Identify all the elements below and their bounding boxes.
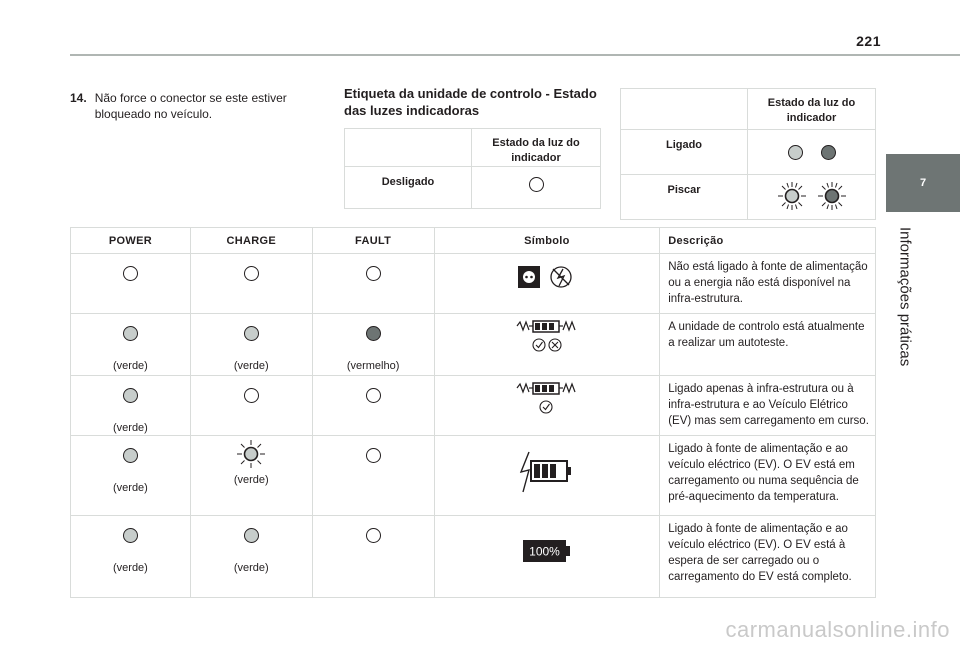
led-color-label: (vermelho) [346, 360, 400, 372]
led-blink-green-icon [777, 181, 807, 211]
led-color-label: (verde) [233, 562, 269, 574]
table-header-row [71, 228, 876, 254]
legend-state-table [620, 88, 876, 220]
table-row [71, 254, 876, 314]
led-off-icon [366, 266, 381, 281]
led-green-icon [788, 145, 803, 160]
chapter-title: Informações práticas [896, 227, 914, 367]
led-blink-red-icon [817, 181, 847, 211]
led-off-icon [244, 388, 259, 403]
header-rule [70, 54, 960, 56]
battery-level-text: 100% [529, 544, 560, 559]
row-description: Ligado à fonte de alimentação e ao veículo eléctrico (EV). O EV está em carregamento ou numa sequência de pré-aquecimento da temperatura. [660, 436, 876, 516]
chapter-tab[interactable]: 7 [886, 154, 960, 212]
status-table [70, 227, 876, 598]
legend-off-label: Desligado [345, 167, 472, 209]
note-text: Não force o conector se este estiver bloqueado no veículo. [94, 91, 287, 121]
led-color-label: (verde) [113, 360, 148, 372]
col-fault: FAULT [312, 228, 434, 254]
row-description: A unidade de controlo está atualmente a realizar um autoteste. [660, 314, 876, 376]
col-charge: CHARGE [190, 228, 312, 254]
led-color-label: (verde) [233, 360, 269, 372]
led-color-label: (verde) [113, 422, 148, 434]
self-test-icon [435, 320, 660, 354]
led-green-icon [244, 326, 259, 341]
led-green-icon [123, 326, 138, 341]
legend-state-header: Estado da luz do indicador [748, 89, 876, 130]
page-number: 221 [856, 33, 881, 49]
led-green-icon [123, 448, 138, 463]
led-off-icon [366, 528, 381, 543]
row-description: Ligado à fonte de alimentação e ao veículo eléctrico (EV). O EV está à espera de ser carregado ou o carregamento do EV está completo. [660, 516, 876, 598]
table-row [71, 376, 876, 436]
led-off-icon [366, 388, 381, 403]
led-blink-icon [748, 175, 875, 211]
led-off-icon [244, 266, 259, 281]
legend-blink-label: Piscar [621, 175, 748, 220]
row-description: Não está ligado à fonte de alimentação ou a energia não está disponível na infra-estrutura. [660, 254, 876, 314]
led-color-label: (verde) [113, 562, 148, 574]
note-number: 14. [70, 91, 87, 105]
col-power: POWER [71, 228, 191, 254]
table-row [71, 314, 876, 376]
led-red-icon [366, 326, 381, 341]
col-description: Descrição [660, 228, 876, 254]
watermark: carmanualsonline.info [725, 617, 950, 642]
table-row [71, 516, 876, 598]
led-blink-green-icon [236, 439, 266, 469]
connected-no-charge-icon [435, 382, 660, 416]
led-off-icon [366, 448, 381, 463]
legend-on-label: Ligado [621, 130, 748, 175]
section-title: Etiqueta da unidade de controlo - Estado das luzes indicadoras [344, 86, 597, 118]
led-green-icon [123, 388, 138, 403]
col-symbol: Símbolo [434, 228, 660, 254]
table-row [71, 436, 876, 516]
led-off-icon [123, 266, 138, 281]
plug-no-power-icon [435, 263, 660, 293]
battery-full-icon [435, 539, 660, 563]
legend-off-table [344, 128, 601, 209]
led-color-label: (verde) [113, 482, 148, 494]
led-red-icon [821, 145, 836, 160]
row-description: Ligado apenas à infra-estrutura ou à infra-estrutura e ao Veículo Elétrico (EV) mas sem carregamento em curso. [660, 376, 876, 436]
note-14 [70, 90, 300, 122]
led-color-label: (verde) [233, 474, 269, 486]
led-green-icon [244, 528, 259, 543]
legend-off-header: Estado da luz do indicador [472, 129, 601, 167]
led-off-icon [529, 177, 544, 192]
led-green-icon [123, 528, 138, 543]
led-on-icon [748, 130, 875, 160]
charging-battery-icon [435, 450, 660, 494]
